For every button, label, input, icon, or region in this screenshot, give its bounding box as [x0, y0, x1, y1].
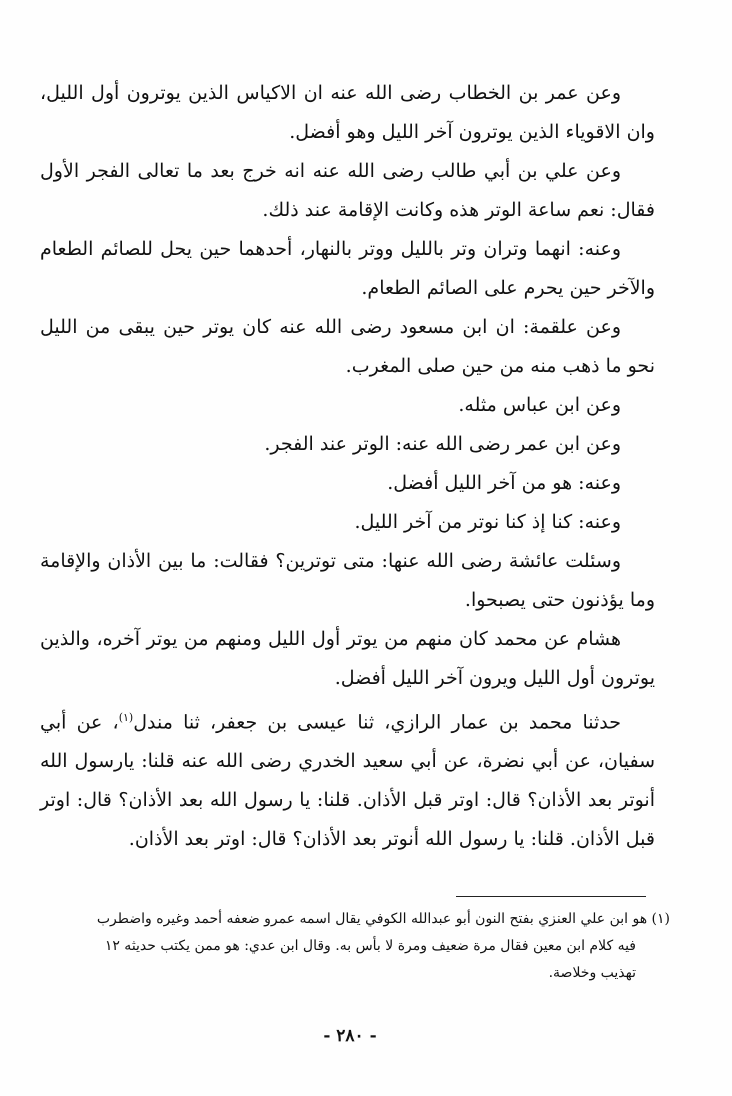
- footnote: [40, 906, 670, 987]
- page-number: - ٢٨٠ -: [323, 1026, 377, 1046]
- paragraph-kunna-nutir: وعنه: كنا إذ كنا نوتر من آخر الليل.: [354, 511, 621, 533]
- paragraph-two-witrs: وعنه: انهما وتران وتر بالليل ووتر بالنهار، أحدهما حين يحل للصائم الطعام والآخر حين يحرم على الصائم الطعام.: [40, 238, 655, 299]
- paragraph-ibn-abbas: وعن ابن عباس مثله.: [458, 394, 621, 416]
- paragraph-ibn-umar: وعن ابن عمر رضى الله عنه: الوتر عند الفجر.: [264, 433, 621, 455]
- footnote-divider: [456, 896, 646, 897]
- footnote-line-2: فيه كلام ابن معين فقال مرة ضعيف ومرة لا بأس به. وقال ابن عدي: هو ممن يكتب حديثه ١٢: [104, 938, 636, 954]
- paragraph-hadith: [40, 698, 655, 859]
- hadith-text-rest: ، عن أبي سفيان، عن أبي نضرة، عن أبي سعيد الخدري رضى الله عنه قلنا: يارسول الله أنوتر بعد الأذان؟ قال: اوتر قبل الأذان. قلنا: يا رسول الله بعد الأذان؟ قال: اوتر قبل الأذان. قلنا: يا رسول الله أنوتر بعد الأذان؟ قال: اوتر بعد الأذان.: [40, 711, 655, 851]
- footnote-line-1: (١) هو ابن علي العنزي بفتح النون أبو عبدالله الكوفي يقال اسمه عمرو ضعفه أحمد وغيره واضطرب: [96, 911, 670, 927]
- paragraph-aisha: وسئلت عائشة رضى الله عنها: متى توترين؟ فقالت: ما بين الأذان والإقامة وما يؤذنون حتى يصبحوا.: [40, 550, 655, 611]
- footnote-line-3: تهذيب وخلاصة.: [548, 965, 636, 981]
- paragraph-hisham: هشام عن محمد كان منهم من يوتر أول الليل ومنهم من يوتر آخره، والذين يوترون أول الليل ويرون آخر الليل أفضل.: [40, 628, 655, 689]
- footnote-marker: (١): [118, 711, 134, 724]
- paragraph-ali: وعن علي بن أبي طالب رضى الله عنه انه خرج بعد ما تعالى الفجر الأول فقال: نعم ساعة الوتر هذه وكانت الإقامة عند ذلك.: [40, 160, 655, 221]
- paragraph-alqama: وعن علقمة: ان ابن مسعود رضى الله عنه كان يوتر حين يبقى من الليل نحو ما ذهب منه من حين صلى المغرب.: [40, 316, 655, 377]
- paragraph-umar: وعن عمر بن الخطاب رضى الله عنه ان الاكياس الذين يوترون أول الليل، وان الاقوياء الذين يوترون آخر الليل وهو أفضل.: [40, 82, 655, 143]
- hadith-text-start: حدثنا محمد بن عمار الرازي، ثنا عيسى بن جعفر، ثنا مندل: [133, 711, 621, 734]
- main-text: [40, 74, 655, 859]
- paragraph-akhir-al-layl: وعنه: هو من آخر الليل أفضل.: [387, 472, 621, 494]
